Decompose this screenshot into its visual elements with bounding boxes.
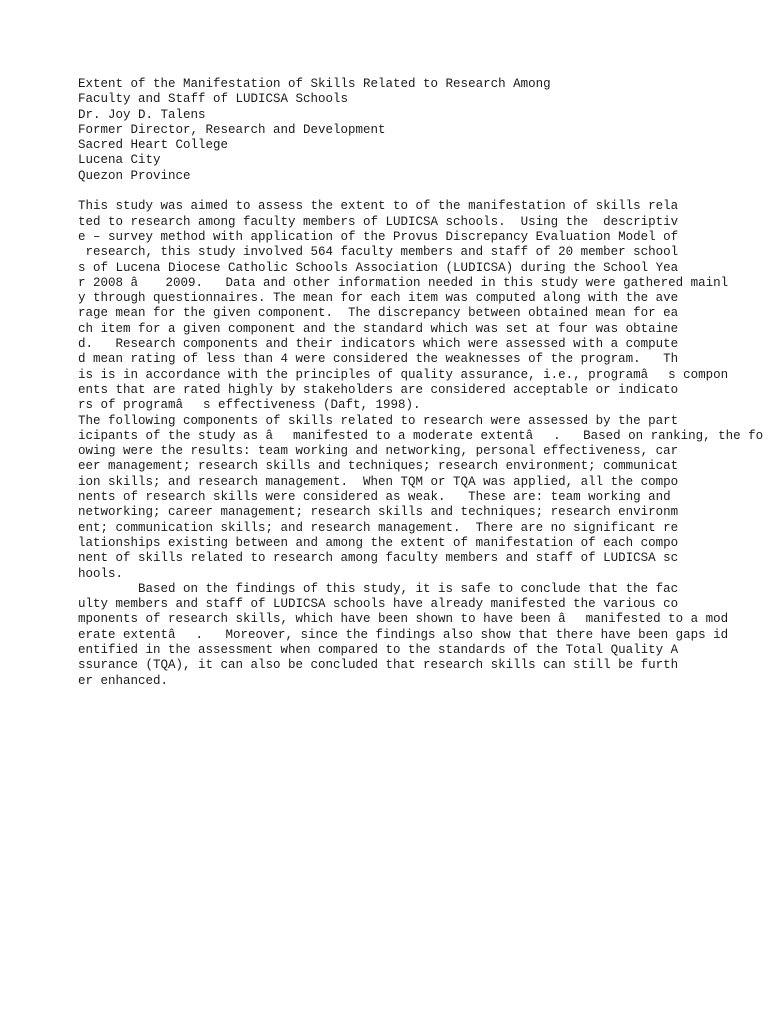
document-header (78, 77, 768, 184)
body-line: e – survey method with application of the Provus Discrepancy Evaluation Model of (78, 229, 679, 244)
body-line: lationships existing between and among the extent of manifestation of each compo (78, 535, 679, 550)
body-line: rs of programâs effectiveness (Daft, 1998). (78, 398, 421, 413)
body-line: icipants of the study as âmanifested to a moderate extentâ. Based on ranking, the fo (78, 428, 764, 443)
body-line: nent of skills related to research among faculty members and staff of LUDICSA sc (78, 551, 679, 566)
body-line: ch item for a given component and the standard which was set at four was obtaine (78, 321, 679, 336)
body-line: Based on the findings of this study, it is safe to conclude that the fac (78, 581, 679, 596)
author-position: Former Director, Research and Development (78, 122, 386, 137)
body-line: entified in the assessment when compared to the standards of the Total Quality A (78, 642, 679, 657)
body-line: ted to research among faculty members of LUDICSA schools. Using the descriptiv (78, 214, 679, 229)
city: Lucena City (78, 153, 161, 168)
body-line: d. Research components and their indicators which were assessed with a compute (78, 337, 679, 352)
body-line: is is in accordance with the principles of quality assurance, i.e., programâs compon (78, 367, 729, 382)
body-line: owing were the results: team working and networking, personal effectiveness, car (78, 444, 679, 459)
title-line-1: Extent of the Manifestation of Skills Related to Research Among (78, 77, 551, 91)
body-line: mponents of research skills, which have been shown to have been âmanifested to a mod (78, 612, 729, 627)
body-line: hools. (78, 566, 124, 581)
body-line: y through questionnaires. The mean for each item was computed along with the ave (78, 291, 679, 306)
body-line: rage mean for the given component. The discrepancy between obtained mean for ea (78, 306, 679, 321)
body-line: d mean rating of less than 4 were considered the weaknesses of the program. Th (78, 352, 679, 367)
title-line-2: Faculty and Staff of LUDICSA Schools (78, 92, 349, 107)
body-line: This study was aimed to assess the extent to of the manifestation of skills rela (78, 199, 679, 214)
body-line: r 2008 â 2009. Data and other information needed in this study were gathered mainl (78, 275, 729, 290)
document-page (78, 77, 768, 689)
author-name: Dr. Joy D. Talens (78, 107, 206, 122)
body-line: networking; career management; research skills and techniques; research environm (78, 505, 679, 520)
body-line: ulty members and staff of LUDICSA schools have already manifested the various co (78, 597, 679, 612)
abstract-body (78, 199, 768, 689)
body-line: ssurance (TQA), it can also be concluded that research skills can still be furth (78, 658, 679, 673)
body-line: The following components of skills related to research were assessed by the part (78, 413, 679, 428)
body-line: ent; communication skills; and research management. There are no significant re (78, 520, 679, 535)
institution: Sacred Heart College (78, 138, 229, 153)
province: Quezon Province (78, 168, 191, 183)
body-line: erate extentâ. Moreover, since the findings also show that there have been gaps id (78, 627, 729, 642)
body-line: research, this study involved 564 faculty members and staff of 20 member school (78, 245, 679, 260)
body-line: ents that are rated highly by stakeholders are considered acceptable or indicato (78, 382, 679, 397)
body-line: s of Lucena Diocese Catholic Schools Association (LUDICSA) during the School Yea (78, 260, 679, 275)
spacer (78, 184, 768, 199)
body-line: nents of research skills were considered as weak. These are: team working and (78, 490, 671, 505)
body-line: eer management; research skills and techniques; research environment; communicat (78, 459, 679, 474)
body-line: ion skills; and research management. When TQM or TQA was applied, all the compo (78, 474, 679, 489)
body-line: er enhanced. (78, 673, 169, 688)
